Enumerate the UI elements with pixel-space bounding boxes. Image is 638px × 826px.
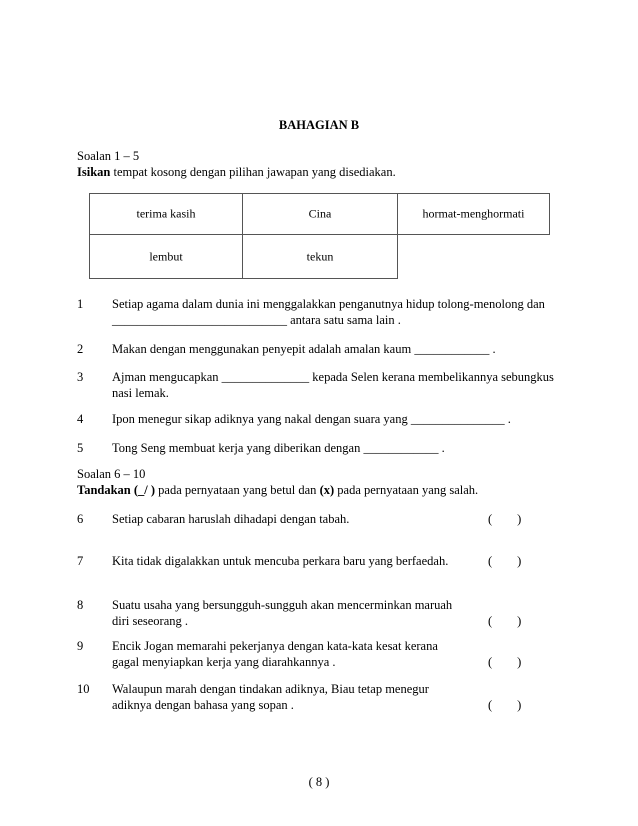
- instruction-keyword: (x): [319, 483, 335, 497]
- instruction-text: pada pernyataan yang salah.: [334, 483, 479, 497]
- question-text: ____________________________ antara satu sama lain .: [112, 313, 401, 327]
- choice-cell: [89, 193, 243, 235]
- question-text: Setiap cabaran haruslah dihadapi dengan tabah.: [112, 512, 350, 526]
- question-number: 6: [77, 512, 84, 526]
- answer-bracket[interactable]: ( ): [488, 698, 522, 712]
- question-text: Ajman mengucapkan ______________ kepada Selen kerana membelikannya sebungkus: [112, 370, 554, 384]
- choice-label: Cina: [308, 206, 332, 221]
- question-number: 2: [77, 342, 84, 356]
- question-text: Encik Jogan memarahi pekerjanya dengan kata-kata kesat kerana: [112, 639, 438, 653]
- part-a-instruction: [77, 164, 396, 180]
- choice-label: terima kasih: [136, 206, 196, 221]
- choice-label: tekun: [306, 249, 334, 263]
- question-number: 1: [77, 297, 84, 311]
- question-text: adiknya dengan bahasa yang sopan .: [112, 698, 294, 712]
- choice-cell: [242, 234, 398, 279]
- question-text: nasi lemak.: [112, 386, 169, 400]
- question-number: 7: [77, 554, 84, 568]
- part-b-range: Soalan 6 – 10: [77, 467, 146, 481]
- question-number: 3: [77, 370, 84, 384]
- answer-bracket[interactable]: ( ): [488, 614, 522, 628]
- question-text: Kita tidak digalakkan untuk mencuba perkara baru yang berfaedah.: [112, 554, 449, 568]
- instruction-text: pada pernyataan yang betul dan: [155, 483, 320, 497]
- question-text: Suatu usaha yang bersungguh-sungguh akan mencerminkan maruah: [112, 598, 453, 612]
- question-text: Setiap agama dalam dunia ini menggalakkan penganutnya hidup tolong-menolong dan: [112, 297, 545, 311]
- instruction-text: tempat kosong dengan pilihan jawapan yang disediakan.: [110, 165, 396, 179]
- instruction-keyword: Isikan: [77, 165, 111, 179]
- page-number: ( 8 ): [308, 775, 330, 789]
- question-text: Makan dengan menggunakan penyepit adalah amalan kaum ____________ .: [112, 342, 496, 356]
- question-number: 8: [77, 598, 84, 612]
- answer-bracket[interactable]: ( ): [488, 655, 522, 669]
- choice-label: lembut: [149, 249, 183, 263]
- question-text: diri seseorang .: [112, 614, 189, 628]
- answer-bracket[interactable]: ( ): [488, 554, 522, 568]
- part-a-range: Soalan 1 – 5: [77, 149, 140, 163]
- part-b-instruction: [77, 482, 478, 498]
- answer-bracket[interactable]: ( ): [488, 512, 522, 526]
- question-text: Walaupun marah dengan tindakan adiknya, Biau tetap menegur: [112, 682, 429, 696]
- question-text: Tong Seng membuat kerja yang diberikan dengan ____________ .: [112, 441, 445, 455]
- question-number: 10: [77, 682, 90, 696]
- question-text: Ipon menegur sikap adiknya yang nakal dengan suara yang _______________ .: [112, 412, 511, 426]
- question-text: gagal menyiapkan kerja yang diarahkannya .: [112, 655, 336, 669]
- choice-label: hormat-menghormati: [422, 206, 525, 221]
- choice-cell: [89, 234, 243, 279]
- question-number: 5: [77, 441, 84, 455]
- instruction-keyword: Tandakan (_/ ): [77, 483, 156, 497]
- question-number: 9: [77, 639, 84, 653]
- section-title: BAHAGIAN B: [278, 118, 360, 132]
- choice-cell: [242, 193, 398, 235]
- choice-cell: [397, 193, 550, 235]
- question-number: 4: [77, 412, 84, 426]
